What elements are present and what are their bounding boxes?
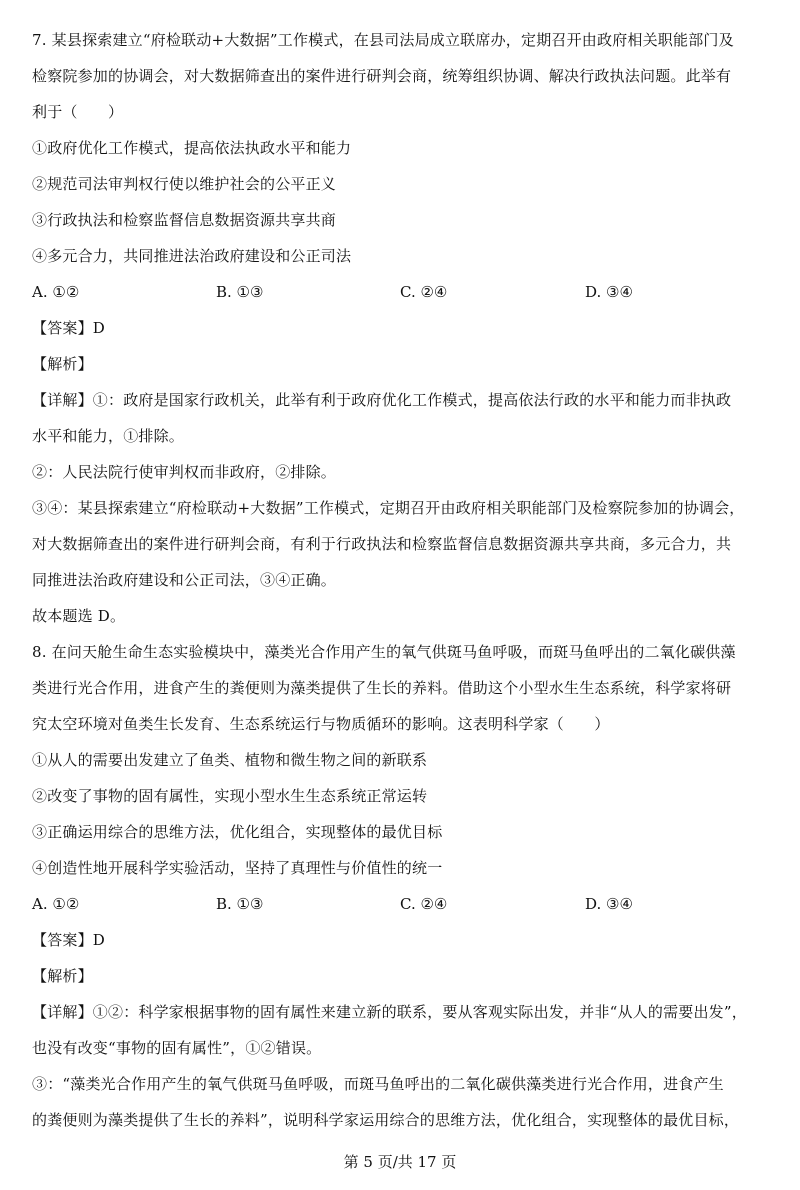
q8-option-c: C. ②④	[400, 895, 448, 913]
q8-detail-line: 【详解】①②：科学家根据事物的固有属性来建立新的联系，要从客观实际出发，并非“从人的需要出发”，	[32, 1003, 747, 1021]
q8-statement-2: ②改变了事物的固有属性，实现小型水生生态系统正常运转	[32, 787, 428, 805]
q8-stem-line: 类进行光合作用，进食产生的粪便则为藻类提供了生长的养料。借助这个小型水生生态系统，科学家将研	[32, 679, 732, 697]
q7-statement-4: ④多元合力，共同推进法治政府建设和公正司法	[32, 247, 352, 265]
q7-detail-line: 【详解】①：政府是国家行政机关，此举有利于政府优化工作模式，提高依法行政的水平和能力而非执政	[32, 391, 732, 409]
q7-option-b: B. ①③	[216, 283, 264, 301]
q8-analysis-label: 【解析】	[32, 967, 93, 985]
q7-stem-line: 检察院参加的协调会，对大数据筛查出的案件进行研判会商，统筹组织协调、解决行政执法问题。此举有	[32, 67, 732, 85]
q7-detail-line: 同推进法治政府建设和公正司法，③④正确。	[32, 571, 337, 589]
q7-stem-line: 7. 某县探索建立“府检联动+大数据”工作模式，在县司法局成立联席办，定期召开由政府相关职能部门及	[32, 31, 734, 49]
q7-option-a: A. ①②	[32, 283, 80, 301]
q8-option-a: A. ①②	[32, 895, 80, 913]
page-footer: 第 5 页/共 17 页	[343, 1153, 457, 1171]
q8-option-b: B. ①③	[216, 895, 264, 913]
q7-statement-3: ③行政执法和检察监督信息数据资源共享共商	[32, 211, 337, 229]
q7-detail-line: 水平和能力，①排除。	[32, 427, 185, 445]
q8-statement-1: ①从人的需要出发建立了鱼类、植物和微生物之间的新联系	[32, 751, 428, 769]
q7-answer: 【答案】D	[32, 319, 106, 337]
q8-answer: 【答案】D	[32, 931, 106, 949]
q8-stem-line: 究太空环境对鱼类生长发育、生态系统运行与物质循环的影响。这表明科学家（ ）	[32, 715, 610, 733]
q7-conclusion: 故本题选 D。	[32, 607, 126, 625]
q7-detail-line: 对大数据筛查出的案件进行研判会商，有利于行政执法和检察监督信息数据资源共享共商，多元合力，共	[32, 535, 732, 553]
q8-stem-line: 8. 在问天舱生命生态实验模块中，藻类光合作用产生的氧气供斑马鱼呼吸，而斑马鱼呼出的二氧化碳供藻	[32, 643, 736, 661]
q7-statement-1: ①政府优化工作模式，提高依法执政水平和能力	[32, 139, 352, 157]
q7-analysis-label: 【解析】	[32, 355, 93, 373]
q7-detail-line: ③④：某县探索建立“府检联动+大数据”工作模式，定期召开由政府相关职能部门及检察院参加的协调会，	[32, 499, 745, 517]
q8-detail-line: 的粪便则为藻类提供了生长的养料”，说明科学家运用综合的思维方法，优化组合，实现整体的最优目标，	[32, 1111, 740, 1129]
q8-detail-line: ③：“藻类光合作用产生的氧气供斑马鱼呼吸，而斑马鱼呼出的二氧化碳供藻类进行光合作用，进食产生	[32, 1075, 724, 1093]
q8-statement-4: ④创造性地开展科学实验活动，坚持了真理性与价值性的统一	[32, 859, 443, 877]
q8-option-d: D. ③④	[585, 895, 633, 913]
q8-detail-line: 也没有改变“事物的固有属性”，①②错误。	[32, 1039, 322, 1057]
q7-detail-line: ②：人民法院行使审判权而非政府，②排除。	[32, 463, 337, 481]
q8-statement-3: ③正确运用综合的思维方法，优化组合，实现整体的最优目标	[32, 823, 443, 841]
q7-option-d: D. ③④	[585, 283, 633, 301]
q7-option-c: C. ②④	[400, 283, 448, 301]
q7-statement-2: ②规范司法审判权行使以维护社会的公平正义	[32, 175, 337, 193]
q7-stem-line: 利于（ ）	[32, 103, 124, 121]
